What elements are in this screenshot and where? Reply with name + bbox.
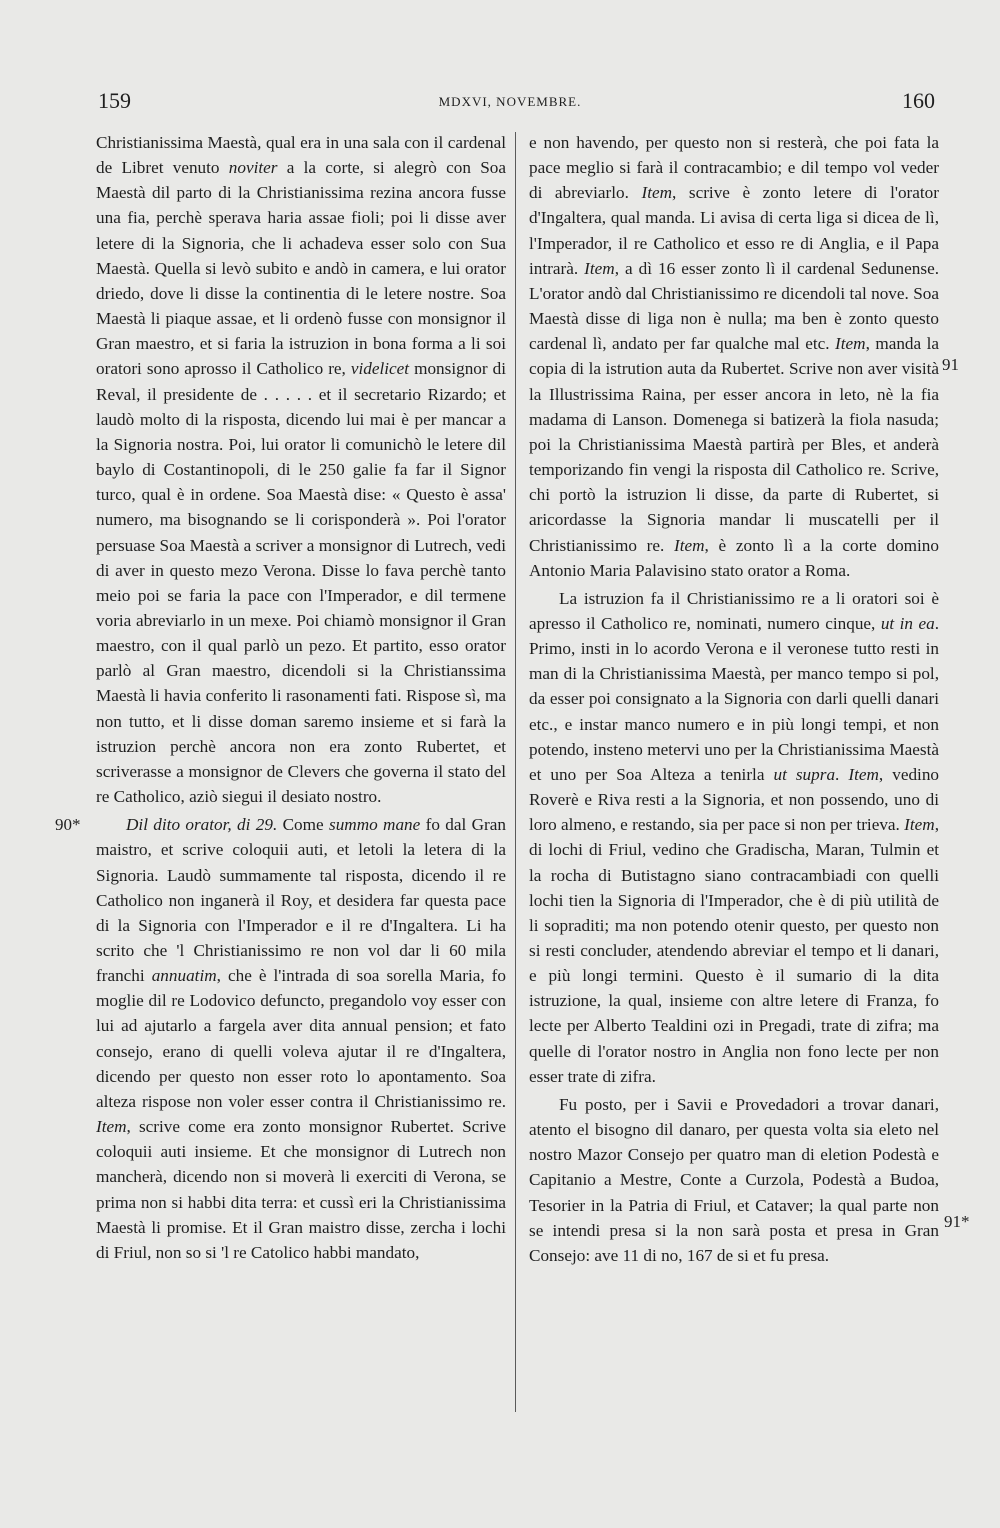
paragraph xyxy=(96,812,506,1265)
text-run: monsignor di Reval, il presidente de . . . . . et il secretario Rizardo; et laudò molto di la risposta, dicendo lui mai è per mancar a la Signoria nostra. Poi, lui orator li comunichò le letere dil baylo di Costantinopoli, di le 250 galie fa far il Signor turco, qual è in ordene. Soa Maestà dise: « Questo è assa' numero, ma bisognando se li corisponderà ». Poi l'orator persuase Soa Maestà a scriver a monsignor di Lutrech, vedi di aver in questo mezo Verona. Disse lo fava perchè tanto meio poi se faria la pace con l'Imperador, e dil termene voria abreviarlo in un mexe. Poi chiamò monsignor il Gran maestro, con il qual parlò un pezo. Et partito, esso orator parlò al Gran maestro, dicendoli si la Christianssima Maestà li havia conferito li rasonamenti fati. Rispose sì, ma non tutto, et li disse doman saremo insieme et si farà la istruzion perchè ancora non era zonto Rubertet, et scriverasse a monsignor de Clevers che governa il stato del re Catholico, aziò siegui il desiato nostro. xyxy=(96,359,506,807)
text-run: , scrive come era zonto monsignor Rubertet. Scrive coloquii auti insieme. Et che monsignor di Lutrech non mancherà, dicendo non si moverà li exerciti di Verona, se prima non si habbi dita terra: et cussì eri la Christianissima Maestà li promise. Et il Gran maistro disse, zercha i lochi di Friul, non so si 'l re Catolico habbi mandato, xyxy=(96,1117,506,1262)
italic-run: Dil dito orator, di 29. xyxy=(126,815,278,835)
italic-run: videlicet xyxy=(350,359,410,379)
italic-run: Item xyxy=(673,535,705,555)
paragraph xyxy=(96,130,506,809)
text-run: La istruzion fa il Christianissimo re a li oratori soi è apresso il Catholico re, nominati, numero cinque, xyxy=(529,588,939,633)
margin-note-91-star: 91* xyxy=(944,1212,970,1231)
italic-run: ut in ea xyxy=(880,613,935,633)
running-title: MDXVI, NOVEMBRE. xyxy=(438,94,582,109)
text-run: Come xyxy=(277,815,329,835)
paragraph xyxy=(529,130,939,583)
page-number-left: 159 xyxy=(98,88,131,113)
italic-run: Item xyxy=(904,815,935,835)
right-column xyxy=(529,130,939,1268)
text-run: . xyxy=(835,764,849,784)
italic-run: Item xyxy=(848,764,879,784)
text-run: , che è l'intrada di soa sorella Maria, fo moglie dil re Lodovico defuncto, pregandolo voy esser con lui ad ajutarlo a fargela aver dita annual pension; et fato consejo, erano di quelli voleva ajutar il re d'Ingaltera, dicendo per questo non esser roto lo apontamento. Soa alteza rispose non voler esser contra il Christianissimo re. xyxy=(96,966,506,1111)
text-run: , di lochi di Friul, vedino che Gradischa, Maran, Tulmin et la rocha di Butistagno siano contracambiadi con quelli lochi tien la Signoria di l'Imperador, che è di più utilità de li sopraditi; ma non potendo otenir questo, per questo non si resti concluder, atendendo abreviar el tempo et li danari, e più longi termini. Questo è il sumario di la dita istruzione, la qual, insieme con altre letere di Franza, fo lecte per Alberto Tealdini ozi in Pregadi, trate di zifra; ma quelle di l'orator nostro in Anglia non fono lecte per non esser trate di zifra. xyxy=(529,815,939,1086)
text-run: , a dì 16 esser zonto lì il cardenal Sedunense. L'orator andò dal Christianissimo re dicendoli tal nove. Soa Maestà disse di liga non è nulla; ma ben è zonto questo cardenal lì, andato per far qualche mal etc. xyxy=(529,258,939,354)
margin-note-90: 90* xyxy=(55,815,81,834)
text-run: e non havendo, per questo non si resterà, che poi fata la pace meglio si farà il contracambio; e dil tempo vol veder di abreviarlo. xyxy=(529,133,939,203)
text-run: , è zonto lì a la corte domino Antonio Maria Palavisino stato orator a Roma. xyxy=(529,535,939,580)
italic-run: ut supra xyxy=(773,764,836,784)
text-run: Christianissima Maestà, qual era in una sala con il cardenal de Libret venuto xyxy=(96,133,506,178)
italic-run: annuatim xyxy=(151,966,217,986)
text-run: , manda la copia di la istrution auta da Rubertet. Scrive non aver visità la Illustrissima Raina, per esser ancora in leto, nè la fia madama di Lanson. Domenega si batizerà la fiola nasuda; poi la Christianissima Maestà partirà per Bles, et anderà temporizando fin vengi la risposta dil Catholico re. Scrive, chi portò la istruzion li disse, da parte di Rubertet, si aricordasse la Signoria mandar li muscatelli per il Christianissimo re. xyxy=(529,334,939,555)
text-run: a la corte, si alegrò con Soa Maestà dil parto di la Christianissima rezina ancora fusse una fia, perchè sperava haria assae fioli; poi li disse aver letere di la Signoria, che li achadeva esser solo con Sua Maestà. Quella si levò subito e andò in camera, e lui orator driedo, dove li disse la continentia di le letere nostre. Soa Maestà li piaque assae, et li ordenò fusse con monsignor il Gran maestro, et si faria la istruzion in bona forma a li soi oratori sono aprosso il Catholico re, xyxy=(96,158,507,379)
italic-run: Item xyxy=(584,258,615,278)
page-number-right: 160 xyxy=(902,88,935,113)
column-divider xyxy=(515,132,516,1412)
italic-run: summo mane xyxy=(329,815,421,835)
italic-run: Item xyxy=(641,183,673,203)
text-run: . Primo, insti in lo acordo Verona e il veronese tutto resti in man di la Christianissima Maestà, per manco tempo si pol, da esser poi consignato a la Signoria con darli quelli danari etc., e instar manco numero e in più longi tempi, et non potendo, insteno metervi uno per la Christianissima Maestà et uno per Soa Alteza a tenirla xyxy=(529,613,939,784)
italic-run: Item xyxy=(96,1117,127,1137)
text-run: fo dal Gran maistro, et scrive coloquii auti, et letoli la letera di la Signoria. Laudò summamente tal risposta, dicendo il re Catholico non inganerà il Roy, et desidera far questa pace di la Signoria con l'Imperador e il re d'Ingaltera. Li ha scrito che 'l Christianissimo re non vol dar li 60 mila franchi xyxy=(96,815,506,986)
paragraph: Fu posto, per i Savii e Provedadori a trovar danari, atento el bisogno dil danaro, per questa volta sia eleto nel nostro Mazor Consejo per quatro man di eletion Podestà e Capitanio a Mestre, Conte a Curzola, Podestà a Budoa, Tesorier in la Patria di Friul, et Cataver; la qual parte non se intendi presa si la non sarà posta et presa in Gran Consejo: ave 11 di no, 167 de si et fu presa. xyxy=(529,1094,939,1265)
italic-run: noviter xyxy=(228,158,278,178)
text-run: , scrive è zonto letere di l'orator d'Ingaltera, qual manda. Li avisa di certa liga si dicea de lì, l'Imperador, il re Catholico et esso re di Anglia, e il Papa intrarà. xyxy=(529,183,939,278)
text-run: , vedino Roverè e Riva resti a la Signoria, et non possendo, uno di loro almeno, e restando, sia per pace si non per trieva. xyxy=(529,764,940,835)
paragraph xyxy=(529,586,939,1089)
page-header xyxy=(0,88,1000,118)
italic-run: Item xyxy=(835,334,866,354)
margin-note-91: 91 xyxy=(942,355,959,374)
left-column xyxy=(96,130,506,1265)
